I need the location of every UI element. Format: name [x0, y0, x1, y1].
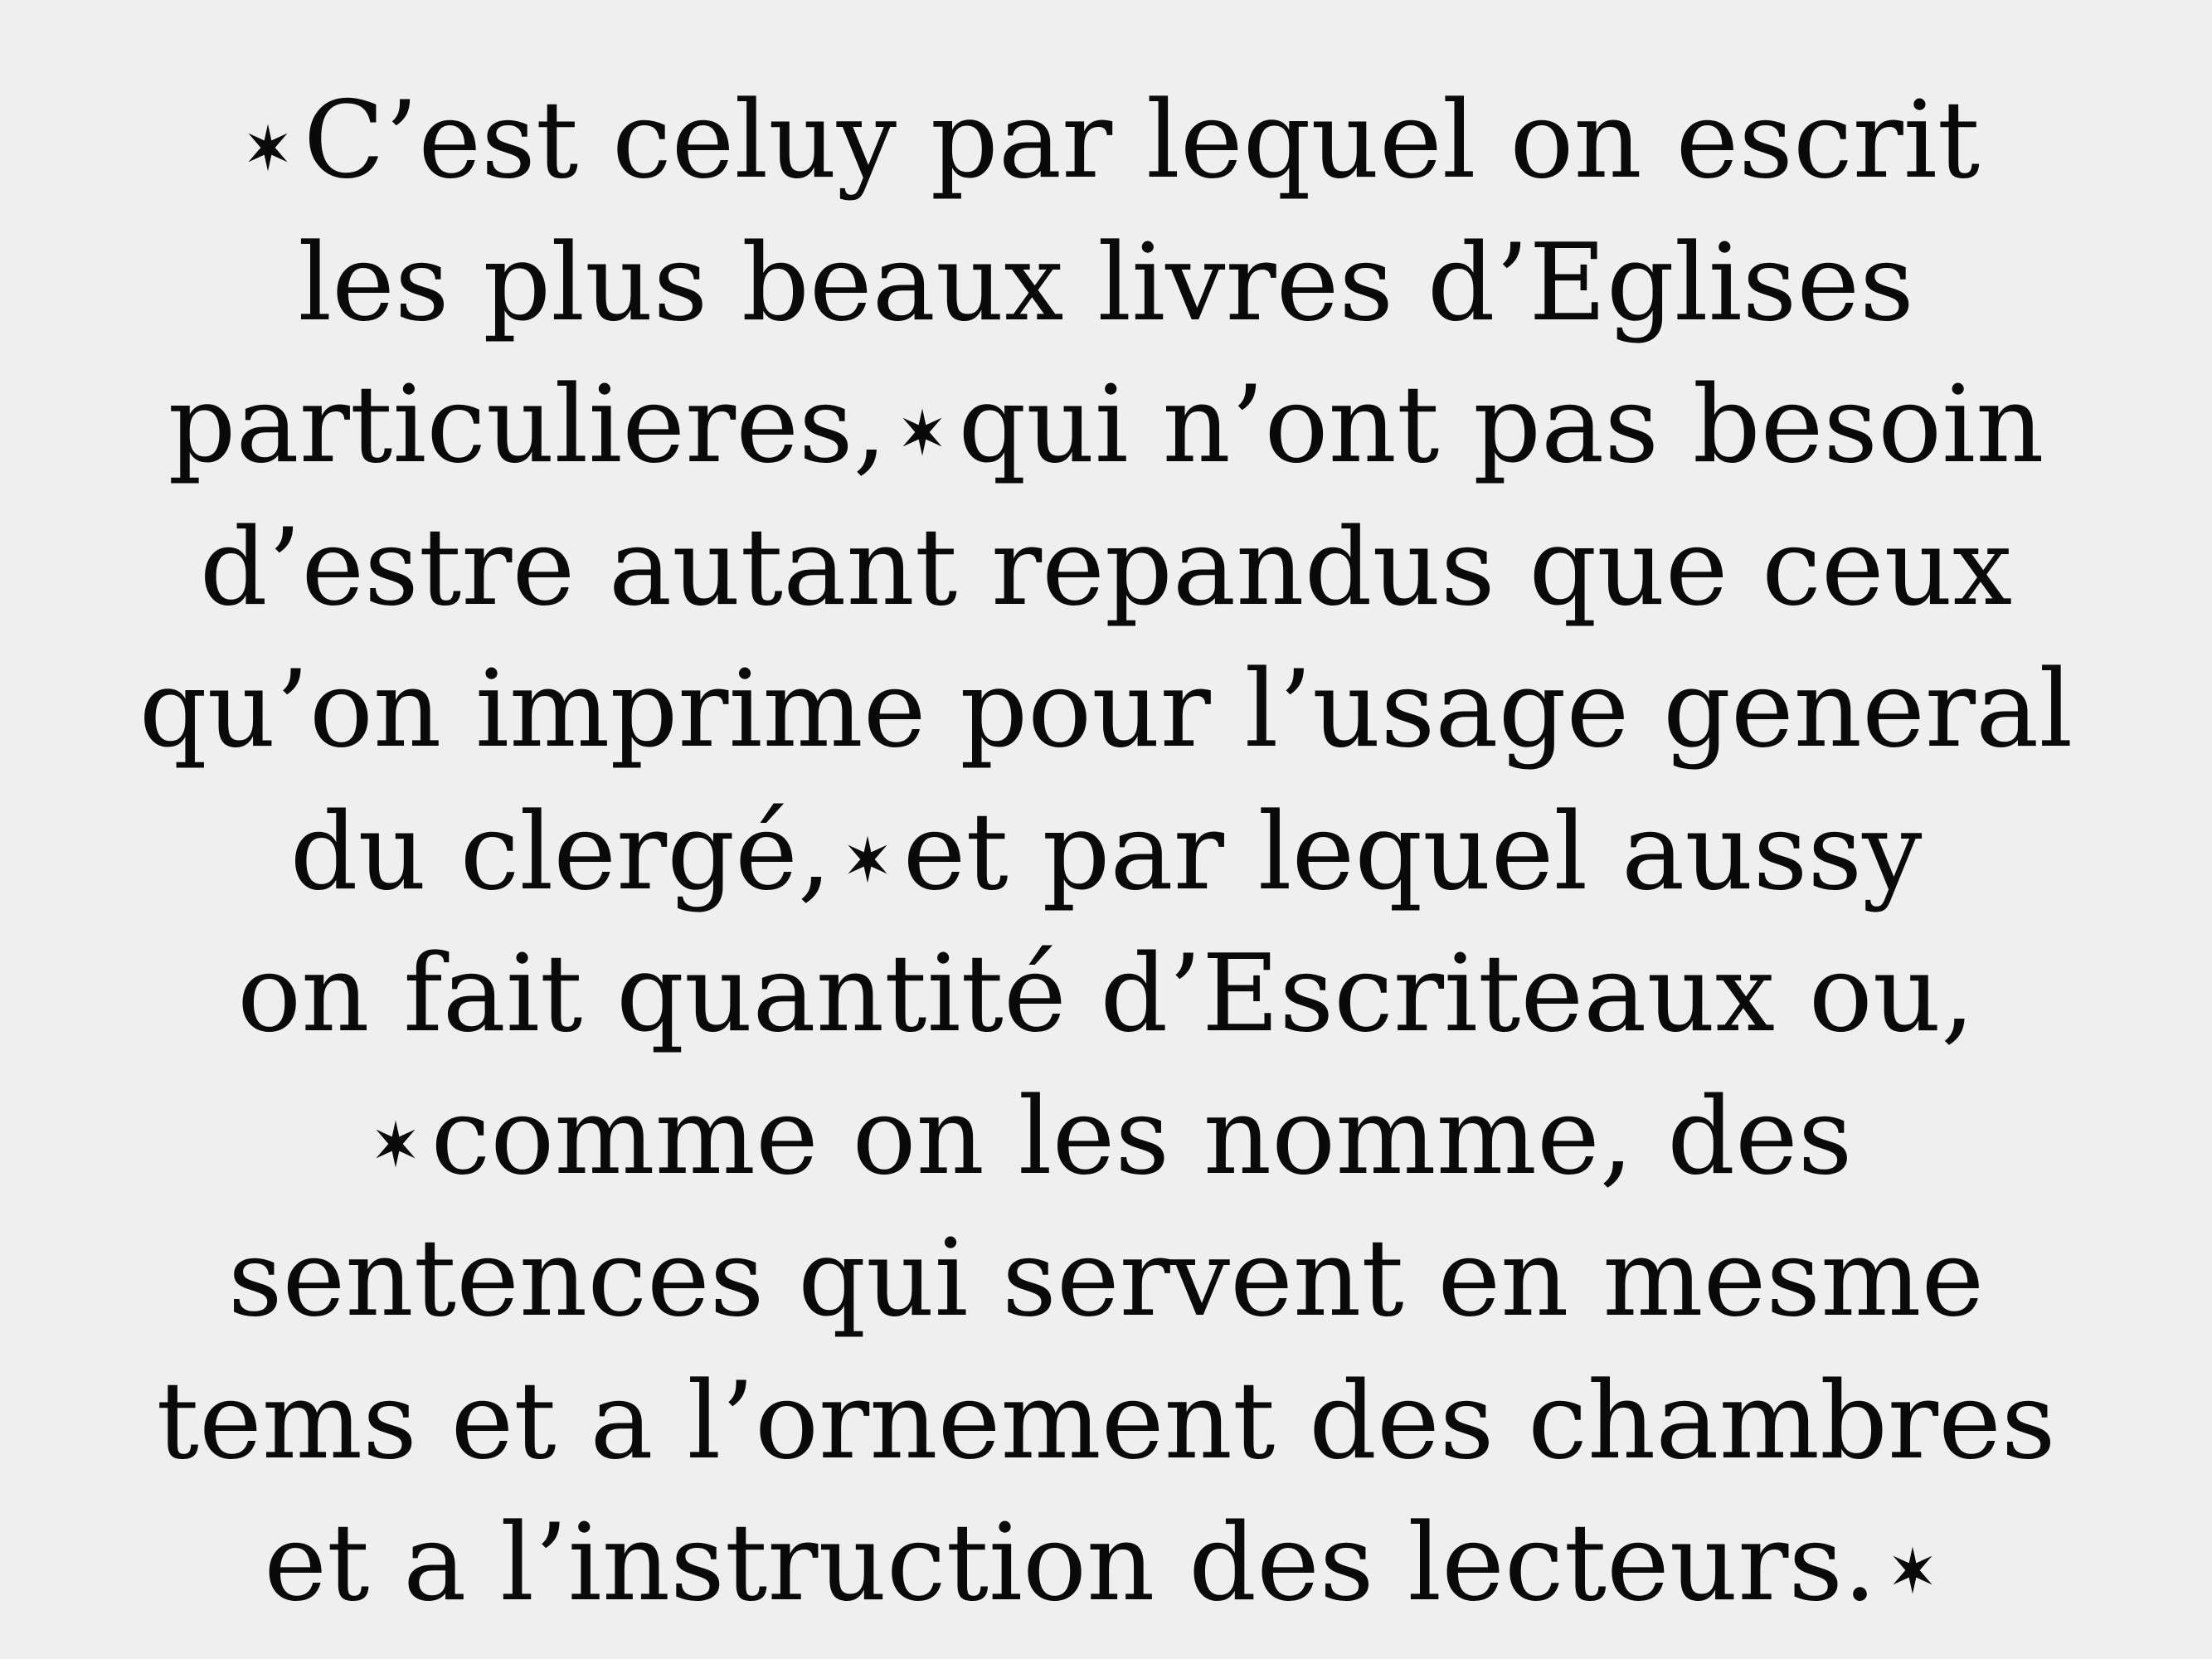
text-line: [0, 497, 2212, 640]
star-icon: [1887, 1545, 1938, 1596]
text-line: [0, 1208, 2212, 1350]
line-text: qui n’ont pas besoin: [958, 363, 2044, 487]
text-block: [0, 70, 2212, 1635]
line-text: et par lequel aussy: [902, 790, 1923, 914]
text-line: [0, 781, 2212, 924]
text-line: [0, 639, 2212, 781]
text-line: [0, 1066, 2212, 1209]
line-text: et a l’instruction des lecteurs.: [264, 1501, 1877, 1625]
line-text: les plus beaux livres d’Eglises: [298, 221, 1914, 345]
text-line: [0, 1492, 2212, 1635]
line-text: C’est celuy par lequel on escrit: [303, 79, 1981, 202]
text-line: [0, 70, 2212, 212]
star-icon: [242, 122, 294, 173]
line-text: comme on les nomme, des: [430, 1074, 1853, 1199]
text-line: [0, 1350, 2212, 1493]
star-icon: [842, 834, 893, 885]
line-text: du clergé,: [289, 790, 832, 914]
line-text: d’estre autant repandus que ceux: [199, 505, 2013, 630]
line-text: qu’on imprime pour l’usage general: [139, 648, 2073, 771]
star-icon: [370, 1118, 421, 1170]
text-line: [0, 354, 2212, 497]
text-line: [0, 212, 2212, 355]
line-text: particulieres,: [168, 363, 887, 487]
line-text: on fait quantité d’Escriteaux ou,: [237, 932, 1975, 1056]
line-text: tems et a l’ornement des chambres: [156, 1359, 2056, 1483]
star-icon: [897, 406, 948, 458]
line-text: sentences qui servent en mesme: [227, 1217, 1985, 1340]
text-line: [0, 923, 2212, 1066]
